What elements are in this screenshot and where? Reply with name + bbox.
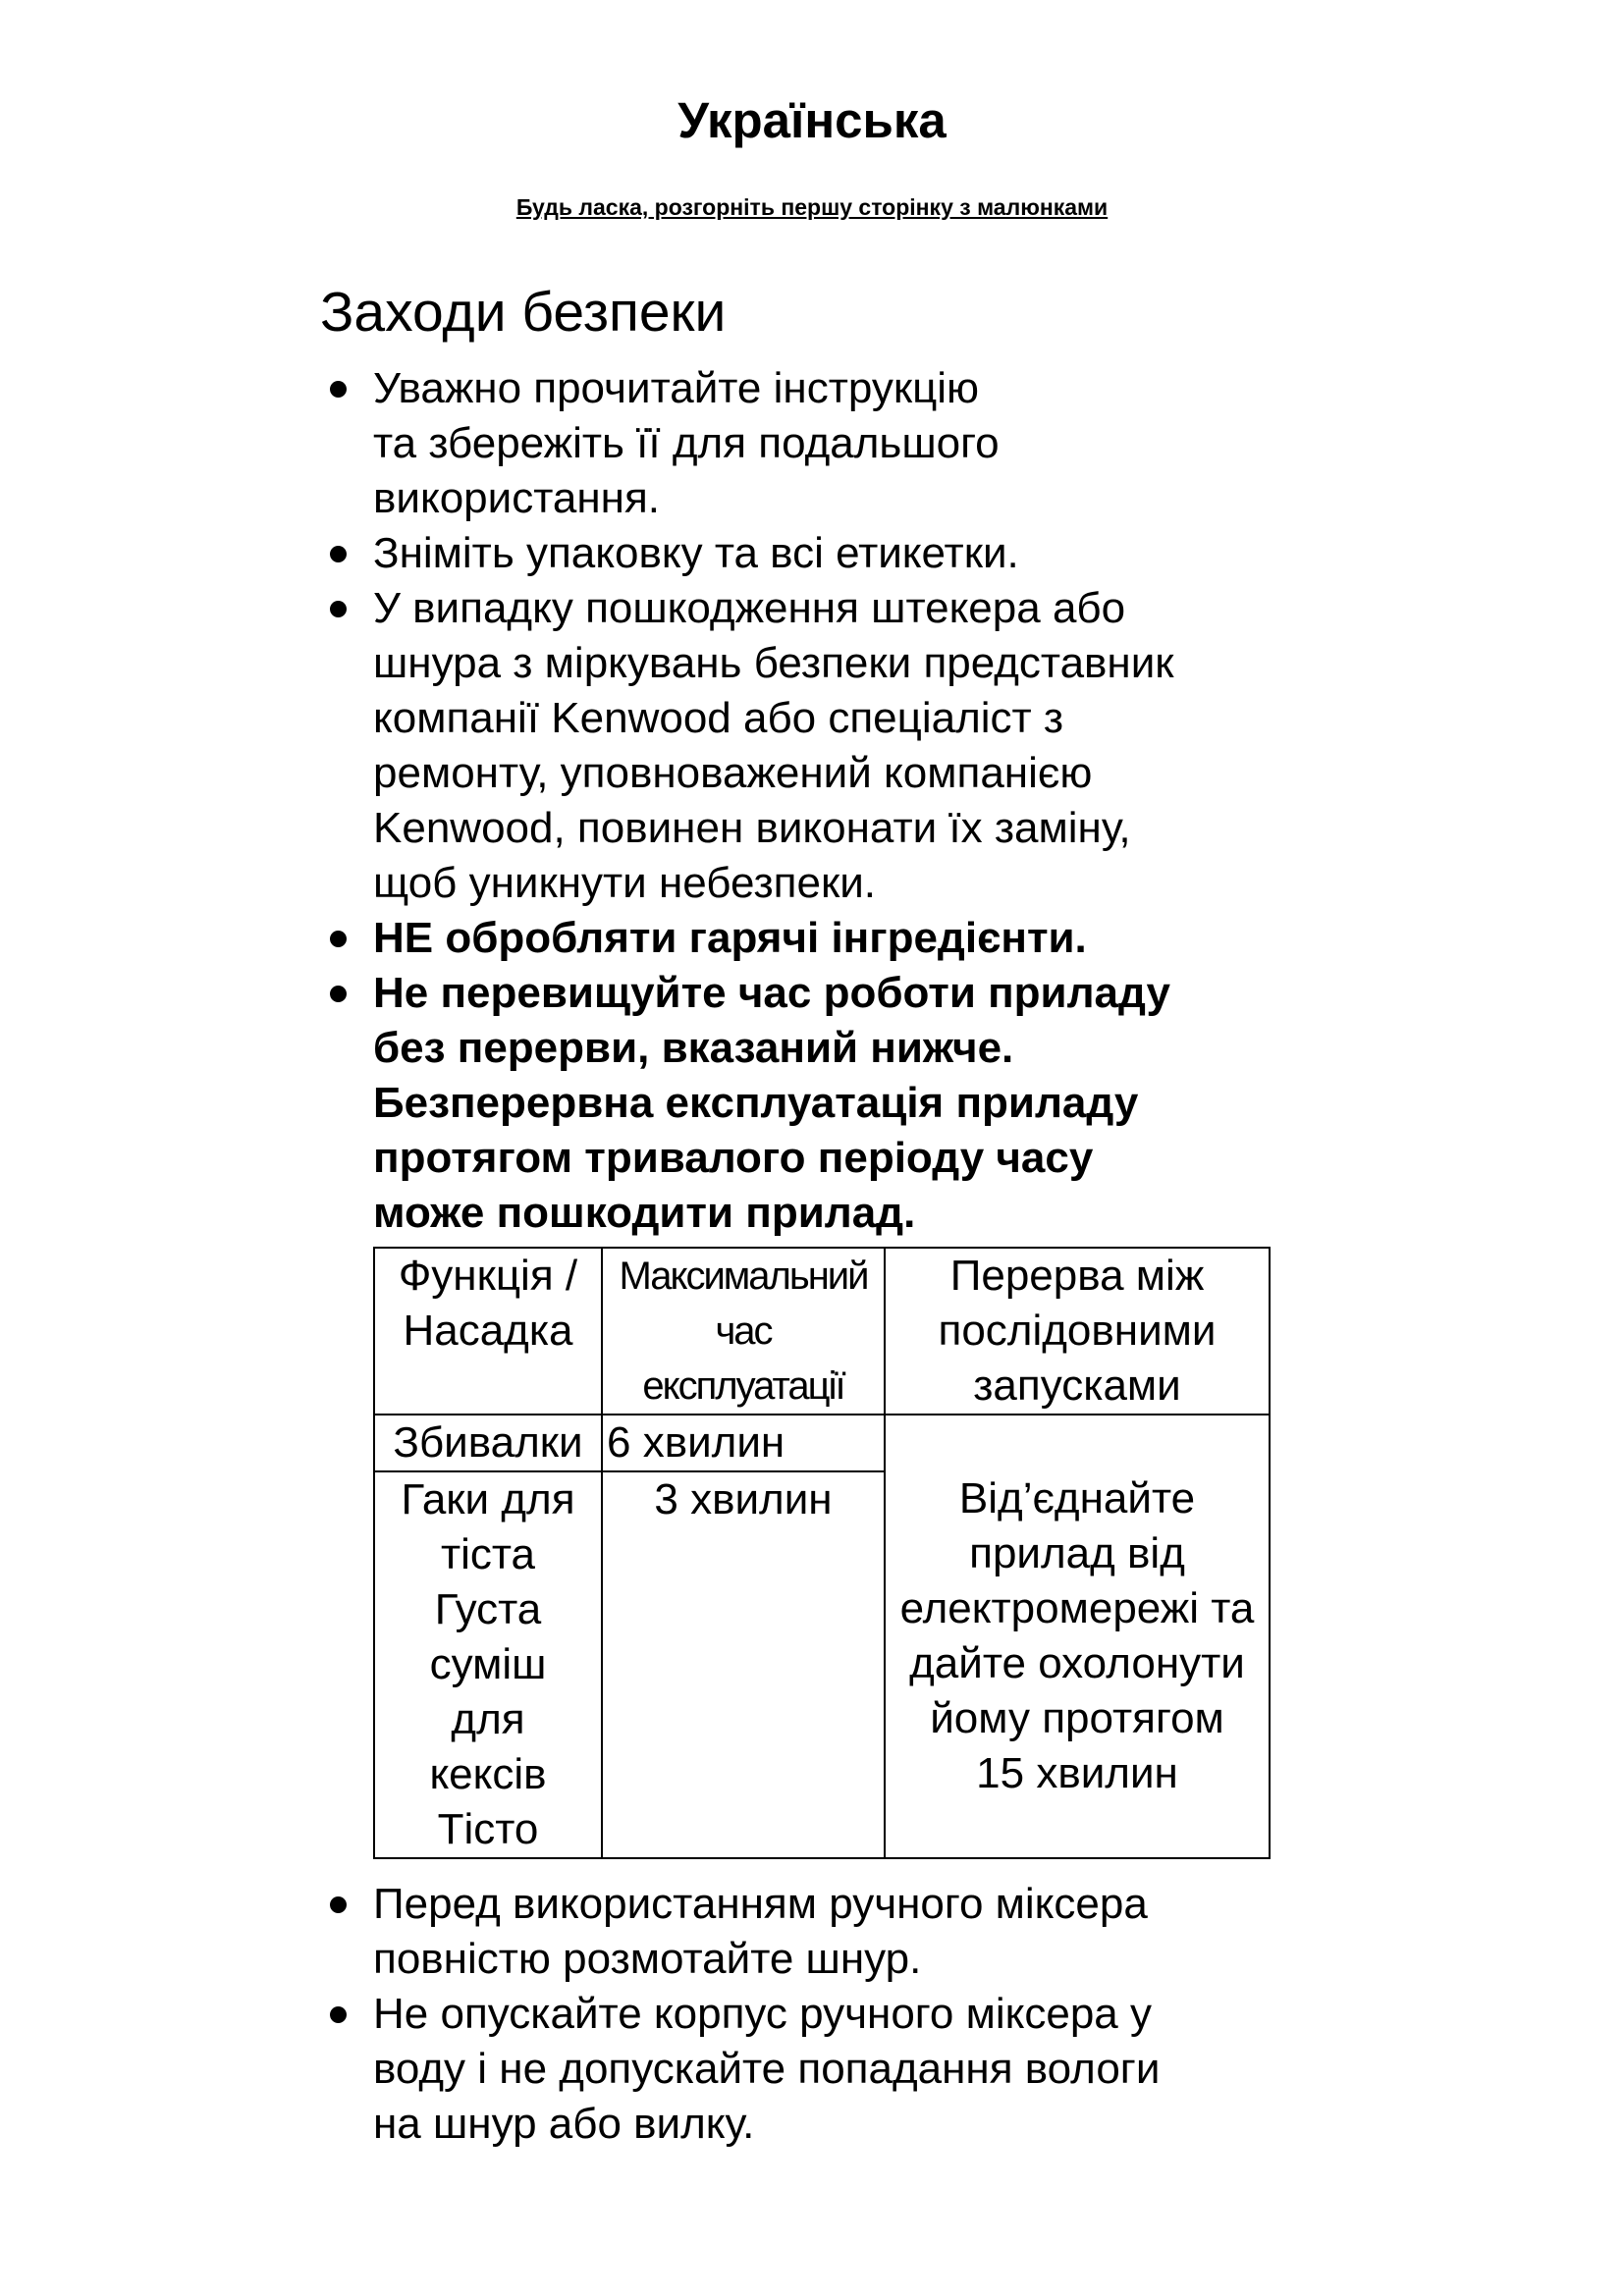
- list-item: Не опускайте корпус ручного міксера у воду і не допускайте попадання вологи на шнур або вилку.: [320, 1987, 1302, 2152]
- list-item: Зніміть упаковку та всі етикетки.: [320, 526, 1302, 581]
- list-item: Перед використанням ручного міксера повністю розмотайте шнур.: [320, 1877, 1302, 1987]
- bullet-icon: [330, 1896, 347, 1913]
- table-header-row: [374, 1248, 1270, 1415]
- cell-max-time: 3 хвилин: [602, 1471, 885, 1858]
- header-pause: Перерва між послідовними запусками: [885, 1248, 1270, 1415]
- page-title: Українська: [677, 92, 947, 148]
- list-item: У випадку пошкодження штекера або шнура з міркувань безпеки представник компанії Kenwood або спеціаліст з ремонту, уповноважений компанією Kenwood, повинен виконати їх заміну, щоб уникнути небезпеки.: [320, 581, 1302, 911]
- page-subtitle: Будь ласка, розгорніть першу сторінку з малюнками: [515, 194, 1109, 220]
- header-function: Функція / Насадка: [374, 1248, 602, 1415]
- bullet-icon: [330, 2006, 347, 2023]
- cell-function: Гаки для тіста Густа суміш для кексів Тісто: [374, 1471, 602, 1858]
- cell-pause: Від’єднайте прилад від електромережі та дайте охолонути йому протягом 15 хвилин: [885, 1415, 1270, 1858]
- safety-list-top: [320, 361, 1302, 1241]
- bullet-icon: [330, 601, 347, 617]
- bullet-icon: [330, 931, 347, 947]
- cell-max-time: 6 хвилин: [602, 1415, 885, 1471]
- list-item: Не перевищуйте час роботи приладу без перерви, вказаний нижче. Безперервна експлуатація приладу протягом тривалого періоду часу може пошкодити прилад.: [320, 966, 1302, 1241]
- cell-function: Збивалки: [374, 1415, 602, 1471]
- list-item: Уважно прочитайте інструкцію та збережіть її для подальшого використання.: [320, 361, 1302, 526]
- section-heading: Заходи безпеки: [320, 281, 727, 344]
- table-row: [374, 1415, 1270, 1471]
- bullet-icon: [330, 381, 347, 398]
- safety-list-bottom: [320, 1877, 1302, 2152]
- list-item: НЕ обробляти гарячі інгредієнти.: [320, 911, 1302, 966]
- bullet-icon: [330, 546, 347, 562]
- header-max-time: Максимальний час експлуатації: [602, 1248, 885, 1415]
- operating-time-table: [373, 1247, 1271, 1859]
- content: [320, 279, 1302, 2152]
- bullet-icon: [330, 986, 347, 1002]
